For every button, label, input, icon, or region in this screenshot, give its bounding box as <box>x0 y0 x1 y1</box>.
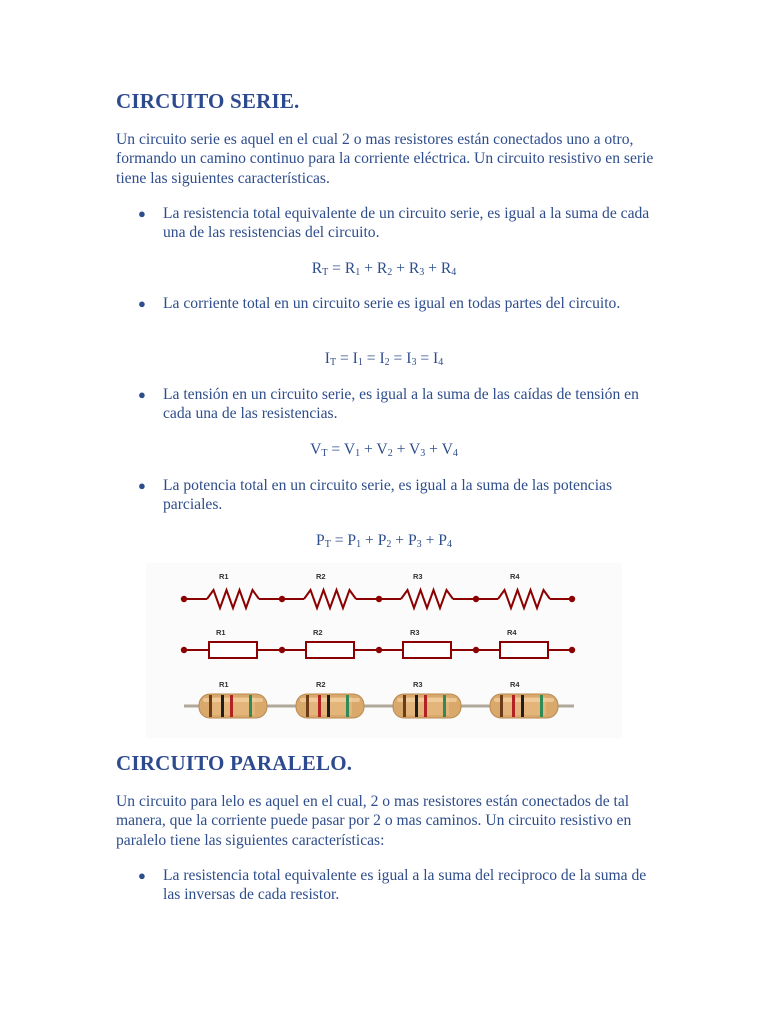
node-dot <box>181 647 187 653</box>
formula-symbol: V <box>343 441 356 458</box>
bullet-item <box>116 294 656 313</box>
formula-symbol: I <box>352 350 358 367</box>
bullet-text: La resistencia total equivalente es igual a la suma del reciproco de la suma de las inversas de cada resistor. <box>163 867 647 904</box>
formula-symbol: P <box>438 532 447 549</box>
formula-subscript: 2 <box>384 357 390 368</box>
resistor-box <box>306 642 354 658</box>
formula-subscript: T <box>324 539 331 550</box>
color-band <box>403 695 406 717</box>
intro-paralelo: Un circuito para lelo es aquel en el cual, 2 o mas resistores están conectados de tal manera, que la corriente puede pasar por 2 o mas caminos. Un circuito resistivo en paralelo tiene las siguientes características: <box>116 793 632 849</box>
formula-symbol: R <box>408 260 420 277</box>
resistor-label: R3 <box>413 680 423 689</box>
node-dot <box>279 596 285 602</box>
formula-subscript: 1 <box>355 267 361 278</box>
formula-symbol: I <box>324 350 330 367</box>
node-dot <box>376 647 382 653</box>
bullet-item <box>116 866 656 905</box>
resistor-label: R2 <box>316 572 326 581</box>
formula-operator: + <box>425 441 442 458</box>
formula-symbol: R <box>344 260 356 277</box>
formula-symbol: V <box>310 441 322 458</box>
formula-subscript: T <box>329 357 337 368</box>
color-band <box>209 695 212 717</box>
node-dot <box>569 596 575 602</box>
color-band <box>346 695 349 717</box>
formula-symbol: R <box>376 260 388 277</box>
wire-gap <box>207 596 259 602</box>
formula-symbol: P <box>377 532 387 549</box>
node-dot <box>569 647 575 653</box>
resistor-label: R4 <box>510 680 520 689</box>
formula-subscript: 2 <box>387 267 393 278</box>
color-band <box>327 695 330 717</box>
formula-operator: + <box>361 532 378 549</box>
formula-subscript: 1 <box>355 448 361 459</box>
formula-operator: = <box>327 441 344 458</box>
formula-subscript: 1 <box>357 357 363 368</box>
bullet-item <box>116 476 656 515</box>
bullet-text: La corriente total en un circuito serie es igual en todas partes del circuito. <box>163 295 621 312</box>
formula-symbol: I <box>433 350 439 367</box>
color-band <box>249 695 252 717</box>
formula-subscript: 1 <box>356 539 362 550</box>
intro-serie: Un circuito serie es aquel en el cual 2 o mas resistores están conectados uno a otro, formando un camino continuo para la corriente eléctrica. Un circuito resistivo en serie tiene las siguientes características. <box>116 131 654 187</box>
formula-subscript: 3 <box>416 539 422 550</box>
formula-operator: = <box>328 260 345 277</box>
formula-symbol: I <box>379 350 385 367</box>
color-band <box>443 695 446 717</box>
color-band <box>424 695 427 717</box>
bullet-text: La potencia total en un circuito serie, es igual a la suma de las potencias parciales. <box>163 477 613 514</box>
formula-symbol: I <box>406 350 412 367</box>
formula-symbol: P <box>316 532 325 549</box>
bullet-icon: ● <box>138 206 146 221</box>
formula-symbol: V <box>441 441 453 458</box>
node-dot <box>181 596 187 602</box>
formula-operator: = <box>330 532 348 549</box>
formula-operator: + <box>421 532 439 549</box>
formula-operator: = <box>389 350 407 367</box>
formula-symbol: R <box>440 260 452 277</box>
resistor-label: R4 <box>510 572 520 581</box>
node-dot <box>279 647 285 653</box>
formula-subscript: 4 <box>451 267 457 278</box>
bullet-item <box>116 385 656 424</box>
formula-operator: + <box>391 532 408 549</box>
color-band <box>318 695 321 717</box>
formula-subscript: 2 <box>386 539 392 550</box>
color-band <box>306 695 309 717</box>
wire-gap <box>401 596 453 602</box>
formula-resistance <box>116 259 652 282</box>
wire-gap <box>304 596 356 602</box>
resistor-box <box>209 642 257 658</box>
resistor-label: R4 <box>507 628 517 637</box>
formula-subscript: T <box>321 448 328 459</box>
resistor-label: R2 <box>313 628 323 637</box>
formula-operator: = <box>362 350 380 367</box>
resistor-label: R1 <box>219 680 229 689</box>
formula-symbol: V <box>376 441 388 458</box>
section-title-paralelo: CIRCUITO PARALELO. <box>116 751 353 775</box>
formula-subscript: T <box>322 267 329 278</box>
formula-operator: = <box>416 350 434 367</box>
series-resistor-diagram <box>146 563 622 738</box>
color-band <box>500 695 503 717</box>
color-band <box>540 695 543 717</box>
resistor-label: R3 <box>410 628 420 637</box>
formula-operator: + <box>424 260 441 277</box>
formula-symbol: V <box>409 441 421 458</box>
formula-operator: + <box>392 260 409 277</box>
resistor-box <box>403 642 451 658</box>
color-band <box>512 695 515 717</box>
formula-power <box>116 531 652 554</box>
resistor-box <box>500 642 548 658</box>
bullet-icon: ● <box>138 868 146 883</box>
formula-operator: + <box>360 260 377 277</box>
section-title-serie: CIRCUITO SERIE. <box>116 89 300 113</box>
node-dot <box>376 596 382 602</box>
color-band <box>415 695 418 717</box>
color-band <box>230 695 233 717</box>
formula-subscript: 2 <box>387 448 393 459</box>
bullet-text: La tensión en un circuito serie, es igual a la suma de las caídas de tensión en cada una de las resistencias. <box>163 386 639 423</box>
formula-symbol: P <box>407 532 417 549</box>
formula-subscript: 3 <box>411 357 417 368</box>
color-band <box>221 695 224 717</box>
formula-subscript: 3 <box>420 448 426 459</box>
bullet-icon: ● <box>138 478 146 493</box>
formula-current <box>116 349 652 372</box>
formula-subscript: 4 <box>438 357 444 368</box>
resistor-label: R1 <box>219 572 229 581</box>
formula-operator: = <box>336 350 353 367</box>
bullet-text: La resistencia total equivalente de un circuito serie, es igual a la suma de cada una de las resistencias del circuito. <box>163 205 650 242</box>
formula-symbol: R <box>311 260 323 277</box>
bullet-item <box>116 204 656 243</box>
resistor-label: R3 <box>413 572 423 581</box>
diagram-svg <box>146 563 622 738</box>
formula-symbol: P <box>347 532 357 549</box>
formula-operator: + <box>392 441 409 458</box>
color-band <box>521 695 524 717</box>
node-dot <box>473 647 479 653</box>
bullet-icon: ● <box>138 296 146 311</box>
wire-gap <box>498 596 550 602</box>
formula-voltage <box>116 440 652 463</box>
bullet-icon: ● <box>138 387 146 402</box>
node-dot <box>473 596 479 602</box>
resistor-label: R1 <box>216 628 226 637</box>
formula-subscript: 4 <box>446 539 452 550</box>
resistor-label: R2 <box>316 680 326 689</box>
formula-operator: + <box>360 441 377 458</box>
formula-subscript: 3 <box>419 267 425 278</box>
formula-subscript: 4 <box>452 448 458 459</box>
